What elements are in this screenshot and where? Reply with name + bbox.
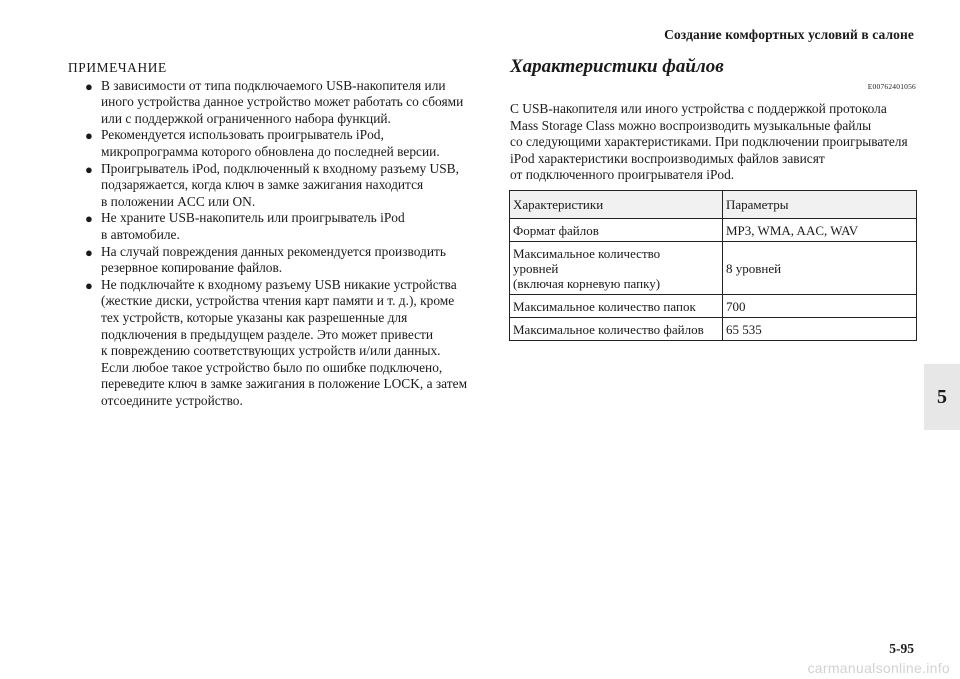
bullet-text-line: иного устройства данное устройство может работать со сбоями bbox=[101, 94, 464, 110]
intro-text-line: iPod характеристики воспроизводимых файлов зависят bbox=[510, 150, 825, 166]
running-header: Создание комфортных условий в салоне bbox=[664, 27, 914, 42]
bullet-text-line: Не храните USB-накопитель или проигрыватель iPod bbox=[101, 210, 405, 226]
bullet-text-line: в положении ACC или ON. bbox=[101, 193, 256, 209]
cell-text-line: уровней bbox=[513, 261, 559, 276]
note-bullet-item bbox=[68, 78, 478, 128]
bullet-icon: ● bbox=[85, 277, 93, 293]
page-number: 5-95 bbox=[889, 641, 914, 656]
section-code: E00762401056 bbox=[867, 82, 916, 91]
bullet-text-line: отсоедините устройство. bbox=[101, 392, 243, 408]
cell-text-line: Формат файлов bbox=[513, 223, 599, 238]
file-specs-table bbox=[509, 190, 917, 341]
cell-text-line: Максимальное количество файлов bbox=[513, 322, 704, 337]
table-cell-characteristic bbox=[510, 295, 723, 318]
cell-text-line: (включая корневую папку) bbox=[513, 276, 661, 291]
table-body bbox=[510, 219, 917, 341]
intro-text-line: Mass Storage Class можно воспроизводить музыкальные файлы bbox=[510, 117, 872, 133]
note-title: ПРИМЕЧАНИЕ bbox=[68, 60, 167, 75]
table-header-row bbox=[510, 191, 917, 219]
bullet-text-line: микропрограмма которого обновлена до последней версии. bbox=[101, 143, 440, 159]
bullet-text-line: в автомобиле. bbox=[101, 226, 180, 242]
intro-text-line: С USB-накопителя или иного устройства с поддержкой протокола bbox=[510, 101, 887, 116]
note-bullet-list bbox=[68, 78, 478, 410]
table-row bbox=[510, 219, 917, 242]
note-bullet-item bbox=[68, 161, 478, 211]
bullet-text-line: или с поддержкой ограниченного набора функций. bbox=[101, 110, 391, 126]
section-intro bbox=[510, 101, 920, 184]
bullet-text-line: подзаряжается, когда ключ в замке зажигания находится bbox=[101, 177, 424, 193]
note-bullet-item bbox=[68, 277, 478, 410]
table-cell-characteristic bbox=[510, 219, 723, 242]
intro-text-line: от подключенного проигрывателя iPod. bbox=[510, 167, 735, 183]
table-header-parameter: Параметры bbox=[723, 191, 917, 219]
table-cell-parameter: 65 535 bbox=[723, 318, 917, 341]
bullet-text-line: На случай повреждения данных рекомендуется производить bbox=[101, 243, 446, 259]
bullet-icon: ● bbox=[85, 128, 93, 144]
table-row bbox=[510, 295, 917, 318]
bullet-text-line: (жесткие диски, устройства чтения карт памяти и т. д.), кроме bbox=[101, 293, 455, 309]
section-title: Характеристики файлов bbox=[510, 56, 724, 77]
table-cell-parameter: 8 уровней bbox=[723, 242, 917, 295]
note-bullet-item bbox=[68, 127, 478, 160]
chapter-tab: 5 bbox=[924, 364, 960, 430]
table-row bbox=[510, 318, 917, 341]
table-cell-parameter: 700 bbox=[723, 295, 917, 318]
note-bullet-item bbox=[68, 210, 478, 243]
bullet-text-line: тех устройств, которые указаны как разрешенные для bbox=[101, 309, 408, 325]
bullet-icon: ● bbox=[85, 244, 93, 260]
cell-text-line: Максимальное количество bbox=[513, 246, 661, 261]
bullet-text-line: Если любое такое устройство было по ошибке подключено, bbox=[101, 359, 443, 375]
note-bullet-item bbox=[68, 244, 478, 277]
bullet-icon: ● bbox=[85, 161, 93, 177]
cell-text-line: Максимальное количество папок bbox=[513, 299, 696, 314]
bullet-text-line: В зависимости от типа подключаемого USB-накопителя или bbox=[101, 77, 446, 93]
bullet-icon: ● bbox=[85, 78, 93, 94]
bullet-text-line: переведите ключ в замке зажигания в положение LOCK, а затем bbox=[101, 376, 468, 392]
bullet-text-line: резервное копирование файлов. bbox=[101, 260, 283, 276]
bullet-text-line: Рекомендуется использовать проигрыватель iPod, bbox=[101, 127, 384, 143]
bullet-text-line: Проигрыватель iPod, подключенный к входному разъему USB, bbox=[101, 160, 459, 176]
bullet-text-line: подключения в предыдущем разделе. Это может привести bbox=[101, 326, 434, 342]
bullet-text-line: к повреждению соответствующих устройств и/или данных. bbox=[101, 343, 441, 359]
watermark: carmanualsonline.info bbox=[807, 660, 950, 676]
table-cell-characteristic bbox=[510, 242, 723, 295]
table-cell-parameter: MP3, WMA, AAC, WAV bbox=[723, 219, 917, 242]
table-cell-characteristic bbox=[510, 318, 723, 341]
table-header-characteristic: Характеристики bbox=[510, 191, 723, 219]
table-row bbox=[510, 242, 917, 295]
bullet-icon: ● bbox=[85, 211, 93, 227]
bullet-text-line: Не подключайте к входному разъему USB никакие устройства bbox=[101, 276, 457, 292]
intro-text-line: со следующими характеристиками. При подключении проигрывателя bbox=[510, 134, 908, 150]
note-block bbox=[68, 60, 478, 409]
